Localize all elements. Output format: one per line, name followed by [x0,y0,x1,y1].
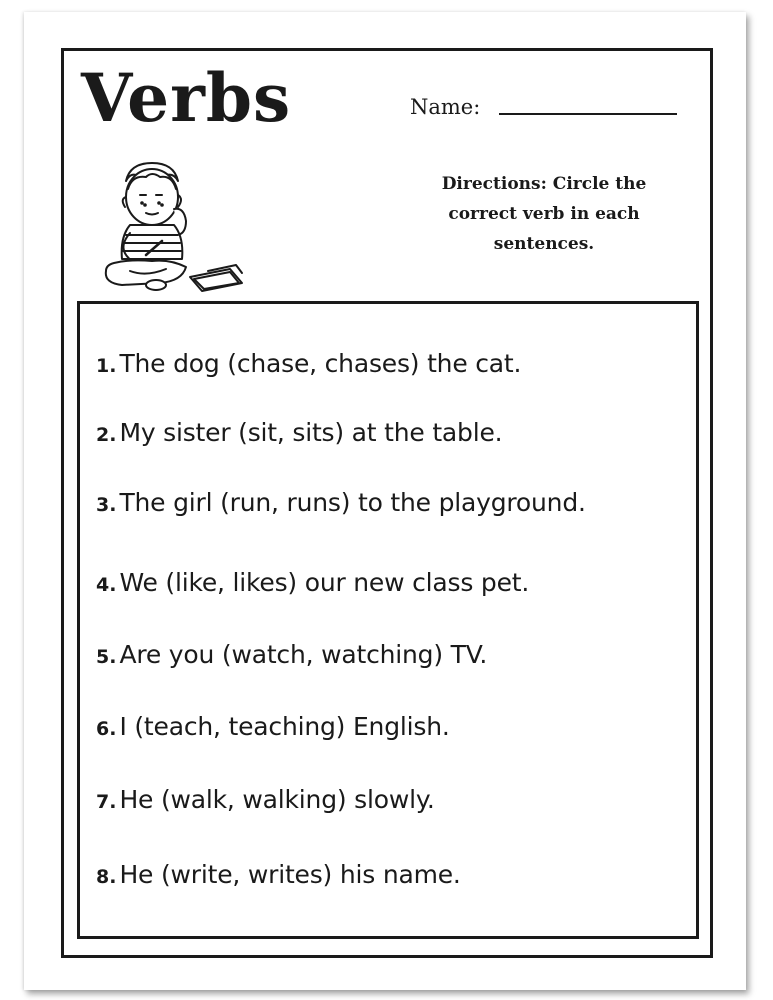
question-number: 7. [96,791,117,813]
directions-text: Directions: Circle the correct verb in each sentences. [441,174,647,254]
boy-writing-icon [90,159,250,299]
worksheet-title: Verbs [81,59,292,137]
question-text[interactable]: The dog (chase, chases) the cat. [119,349,522,378]
questions-box [77,301,699,939]
question-text[interactable]: We (like, likes) our new class pet. [119,568,530,597]
question-number: 8. [96,866,117,888]
question-number: 6. [96,718,117,740]
question-number: 5. [96,646,117,668]
question-7 [96,783,435,817]
question-number: 3. [96,494,117,516]
question-text[interactable]: I (teach, teaching) English. [119,712,450,741]
name-label: Name: [410,95,481,119]
question-4 [96,566,529,600]
question-number: 4. [96,574,117,596]
question-number: 1. [96,355,117,377]
question-text[interactable]: He (write, writes) his name. [119,860,461,889]
name-line[interactable] [499,113,677,115]
worksheet-page [24,12,746,990]
outer-frame [61,48,713,958]
question-2 [96,416,502,450]
question-text[interactable]: He (walk, walking) slowly. [119,785,435,814]
question-8 [96,858,461,892]
question-text[interactable]: The girl (run, runs) to the playground. [119,488,586,517]
question-3 [96,486,586,520]
question-text[interactable]: My sister (sit, sits) at the table. [119,418,503,447]
question-6 [96,710,450,744]
question-5 [96,638,487,672]
question-1 [96,347,521,381]
question-number: 2. [96,424,117,446]
question-text[interactable]: Are you (watch, watching) TV. [119,640,488,669]
